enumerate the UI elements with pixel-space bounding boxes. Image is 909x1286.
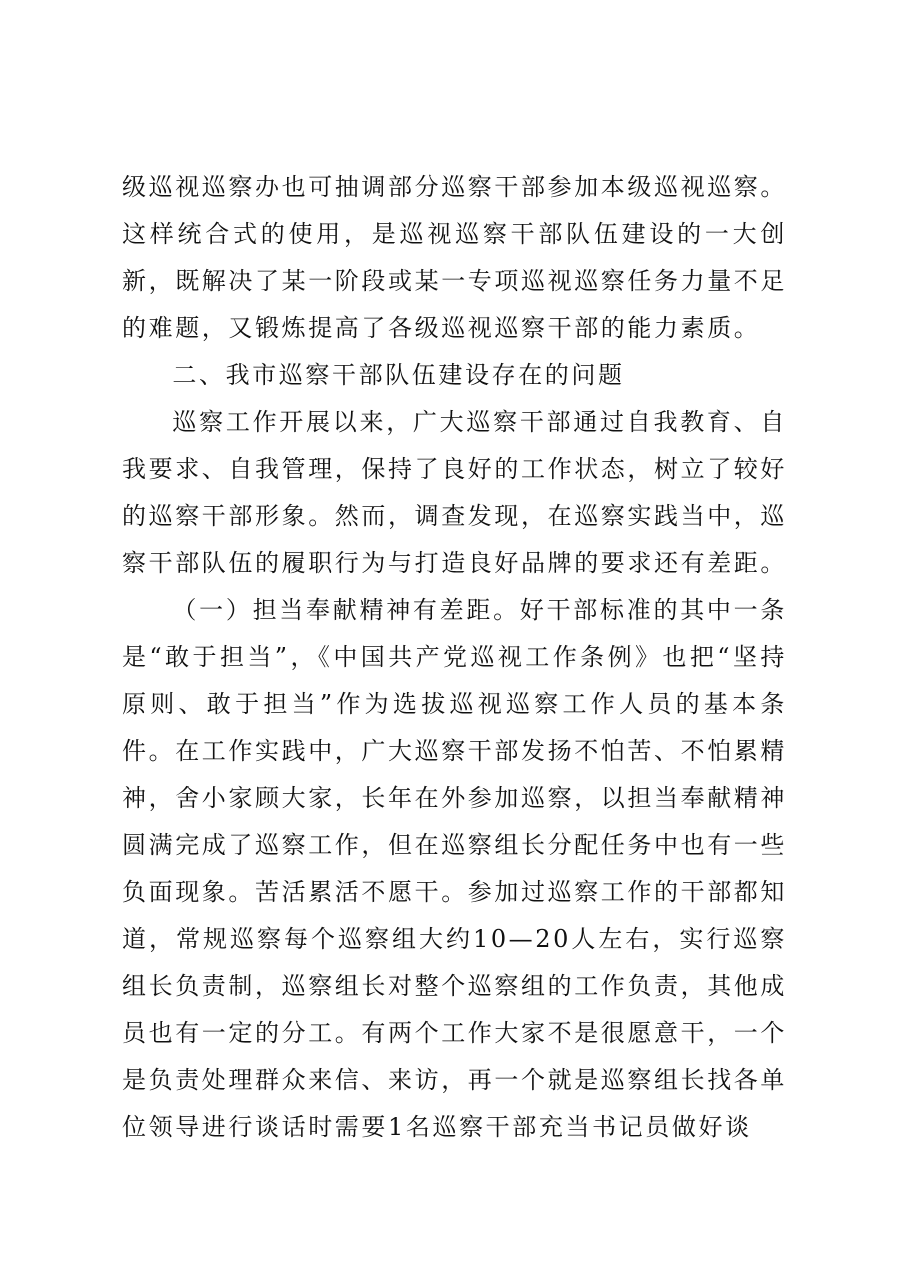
paragraph-continuation: 级巡视巡察办也可抽调部分巡察干部参加本级巡视巡察。这样统合式的使用，是巡视巡察干部队伍建设的一大创新，既解决了某一阶段或某一专项巡视巡察任务力量不足的难题，又锻炼提高了各级巡视巡察干部的能力素质。 <box>122 173 787 342</box>
paragraph-subsection: （一）担当奉献精神有差距。好干部标准的其中一条是“敢于担当”，《中国共产党巡视工作条例》也把“坚持原则、敢于担当”作为选拔巡视巡察工作人员的基本条件。在工作实践中，广大巡察干部发扬不怕苦、不怕累精神，舍小家顾大家，长年在外参加巡察，以担当奉献精神圆满完成了巡察工作，但在巡察组长分配任务中也有一些负面现象。苦活累活不愿干。参加过巡察工作的干部都知道，常规巡察每个巡察组大约10—20人左右，实行巡察组长负责制，巡察组长对整个巡察组的工作负责，其他成员也有一定的分工。有两个工作大家不是很愿意干，一个是负责处理群众来信、来访，再一个就是巡察组长找各单位领导进行谈话时需要1名巡察干部充当书记员做好谈 <box>122 596 787 1141</box>
paragraph-body: 巡察工作开展以来，广大巡察干部通过自我教育、自我要求、自我管理，保持了良好的工作状态，树立了较好的巡察干部形象。然而，调查发现，在巡察实践当中，巡察干部队伍的履职行为与打造良好品牌的要求还有差距。 <box>122 408 787 577</box>
document-body <box>122 164 787 1151</box>
section-heading: 二、我市巡察干部队伍建设存在的问题 <box>172 361 625 389</box>
